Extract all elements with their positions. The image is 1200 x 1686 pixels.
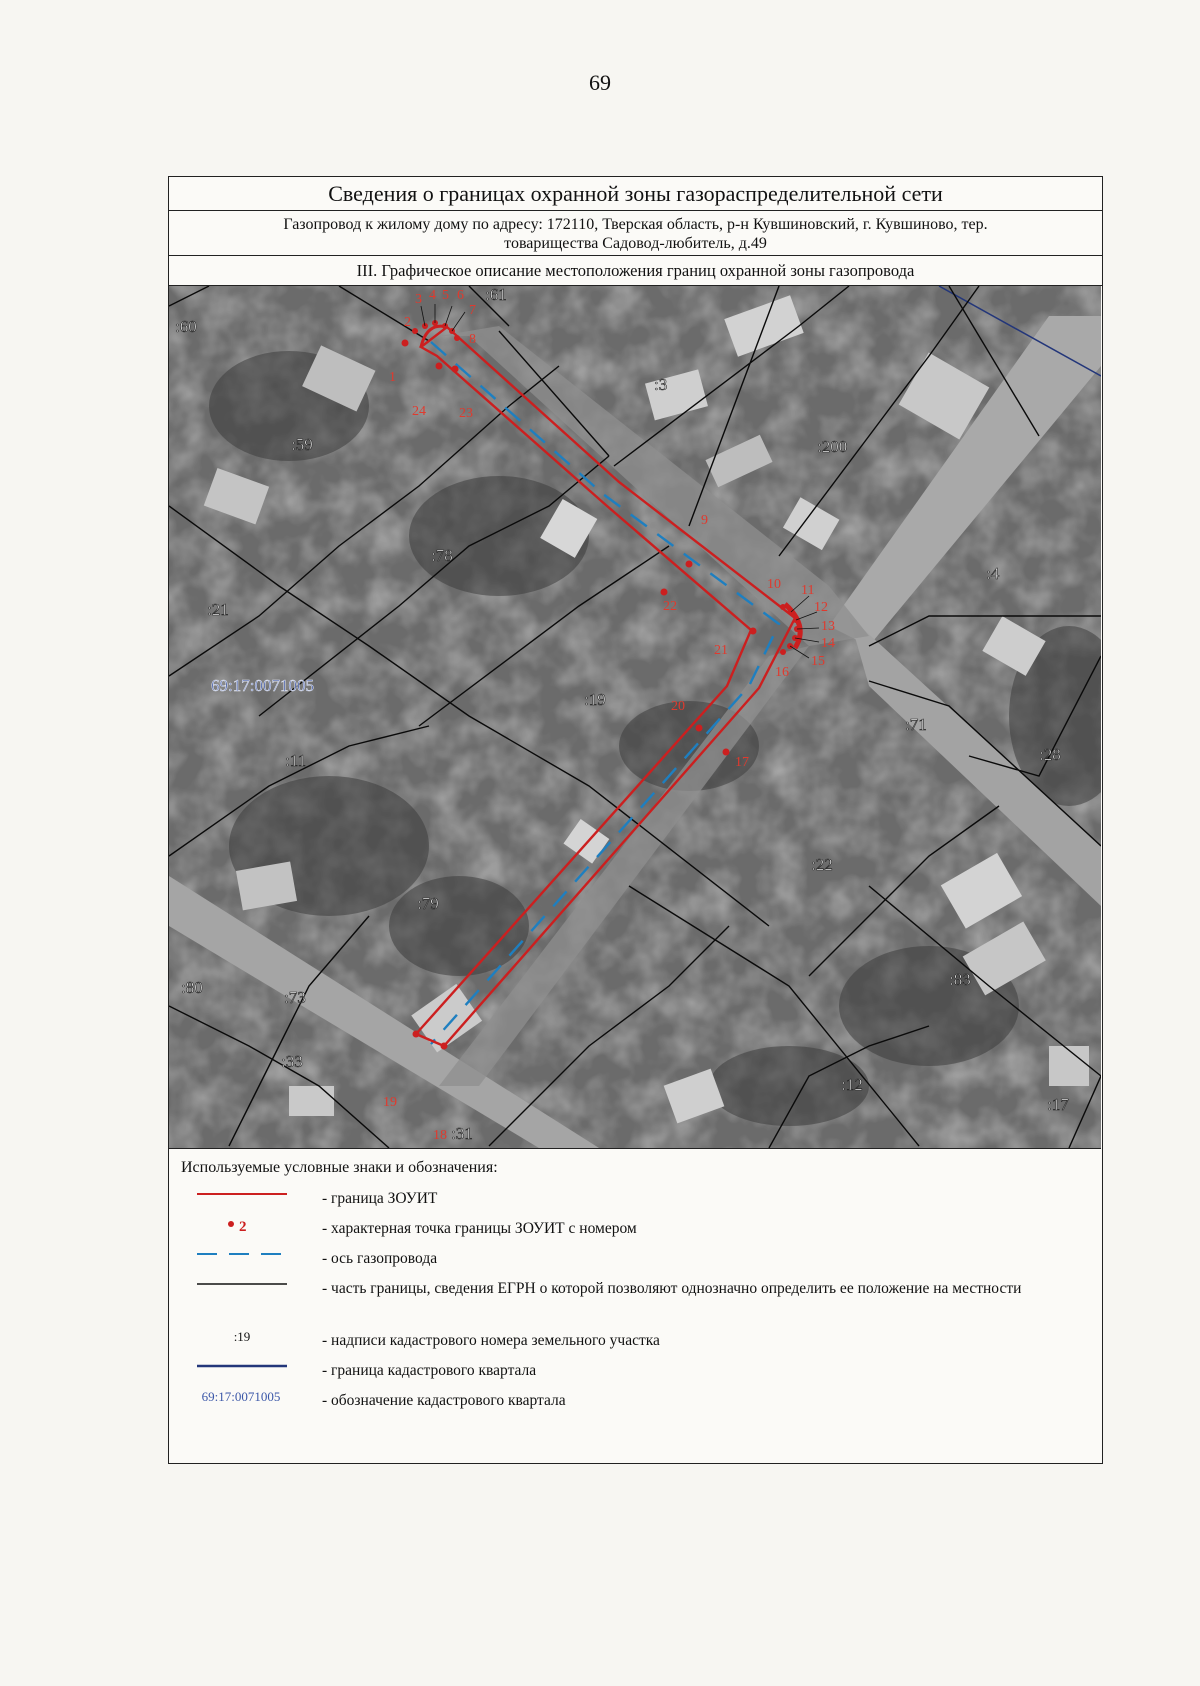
object-description-line-1: Газопровод к жилому дому по адресу: 172110, Тверская область, р-н Кувшиновский, г. Кувшиново, тер. — [283, 216, 988, 233]
document-title: Сведения о границах охранной зоны газораспределительной сети — [169, 177, 1102, 211]
parcel-label: :59 — [291, 435, 313, 454]
parcel-label: :78 — [431, 546, 453, 565]
point-label-17: 17 — [735, 755, 749, 770]
parcel-label: :79 — [417, 894, 439, 913]
legend-text: - часть границы, сведения ЕГРН о которой позволяют однозначно определить ее положение на местности — [322, 1280, 1022, 1297]
point-label-10: 10 — [767, 577, 781, 592]
parcel-label: :31 — [451, 1124, 473, 1143]
red-line-symbol — [187, 1185, 287, 1207]
point-label-8: 8 — [469, 332, 476, 347]
map-canvas — [169, 286, 1101, 1148]
text-label-sample: :19 — [233, 1329, 251, 1344]
parcel-label: :33 — [281, 1052, 303, 1071]
parcel-label: :4 — [986, 564, 1000, 583]
parcel-label: :73 — [284, 988, 306, 1007]
blue-text-label-symbol — [187, 1387, 287, 1409]
point-label-11: 11 — [801, 583, 815, 598]
parcel-label: :11 — [285, 751, 307, 770]
document-frame — [168, 176, 1103, 1464]
red-point-symbol — [187, 1215, 287, 1237]
point-label-9: 9 — [701, 513, 708, 528]
legend-text: - граница ЗОУИТ — [322, 1190, 438, 1207]
legend-item-parcel-label — [169, 1327, 1102, 1357]
cadastral-quarter-label: 69:17:0071005 — [211, 676, 314, 695]
legend-text: - обозначение кадастрового квартала — [322, 1392, 566, 1409]
legend — [169, 1149, 1102, 1417]
legend-item-gas-axis — [169, 1245, 1102, 1275]
point-label-16: 16 — [775, 665, 789, 680]
text-label-symbol — [187, 1327, 287, 1349]
object-description-line-2: товарищества Садовод-любитель, д.49 — [504, 235, 767, 252]
point-label-13: 13 — [821, 619, 835, 634]
point-label-23: 23 — [459, 406, 473, 421]
point-label-14: 14 — [821, 636, 835, 651]
point-label-5: 5 — [442, 288, 449, 303]
parcel-label: :17 — [1047, 1095, 1069, 1114]
legend-title: Используемые условные знаки и обозначения: — [181, 1159, 498, 1176]
legend-item-zone-point — [169, 1215, 1102, 1245]
parcel-label: :28 — [1039, 745, 1061, 764]
quarter-label-sample: 69:17:0071005 — [201, 1389, 281, 1404]
page-number: 69 — [589, 70, 611, 95]
parcel-label: :61 — [485, 286, 507, 304]
section-title: III. Графическое описание местоположения границ охранной зоны газопровода — [169, 256, 1102, 286]
point-label-4: 4 — [429, 288, 436, 303]
parcel-label: :200 — [817, 437, 848, 456]
point-label-6: 6 — [457, 288, 464, 303]
legend-item-quarter-label — [169, 1387, 1102, 1417]
point-label-22: 22 — [663, 599, 677, 614]
point-label-20: 20 — [671, 699, 685, 714]
point-label-15: 15 — [811, 654, 825, 669]
blue-dashed-line-symbol — [187, 1245, 287, 1267]
legend-item-zone-boundary — [169, 1185, 1102, 1215]
map-view[interactable] — [169, 286, 1101, 1149]
navy-line-symbol — [187, 1357, 287, 1379]
legend-text: - ось газопровода — [322, 1250, 438, 1267]
point-symbol-label: 2 — [239, 1219, 247, 1235]
legend-text: - характерная точка границы ЗОУИТ с номером — [322, 1220, 637, 1237]
parcel-label: :3 — [654, 375, 668, 394]
legend-text: - граница кадастрового квартала — [322, 1362, 537, 1379]
parcel-label: :22 — [811, 855, 833, 874]
parcel-label: :21 — [207, 600, 229, 619]
point-label-12: 12 — [814, 600, 828, 615]
parcel-label: :71 — [905, 715, 927, 734]
point-label-7: 7 — [469, 303, 476, 318]
legend-item-quarter-boundary — [169, 1357, 1102, 1387]
legend-item-parcel-boundary — [169, 1275, 1102, 1327]
object-description — [169, 211, 1102, 256]
parcel-label: :19 — [584, 690, 606, 709]
parcel-label: :83 — [949, 970, 971, 989]
parcel-label: :60 — [175, 317, 197, 336]
point-label-1: 1 — [389, 370, 396, 385]
legend-text: - надписи кадастрового номера земельного участка — [322, 1332, 660, 1349]
point-label-21: 21 — [714, 643, 728, 658]
parcel-label: :12 — [841, 1075, 863, 1094]
building — [1049, 1046, 1089, 1086]
point-label-18: 18 — [433, 1128, 447, 1143]
point-label-19: 19 — [383, 1095, 397, 1110]
building — [289, 1086, 334, 1116]
black-line-symbol — [187, 1275, 287, 1297]
point-label-2: 2 — [404, 315, 411, 330]
point-label-3: 3 — [415, 292, 422, 307]
parcel-label: :80 — [181, 978, 203, 997]
point-label-24: 24 — [412, 404, 426, 419]
